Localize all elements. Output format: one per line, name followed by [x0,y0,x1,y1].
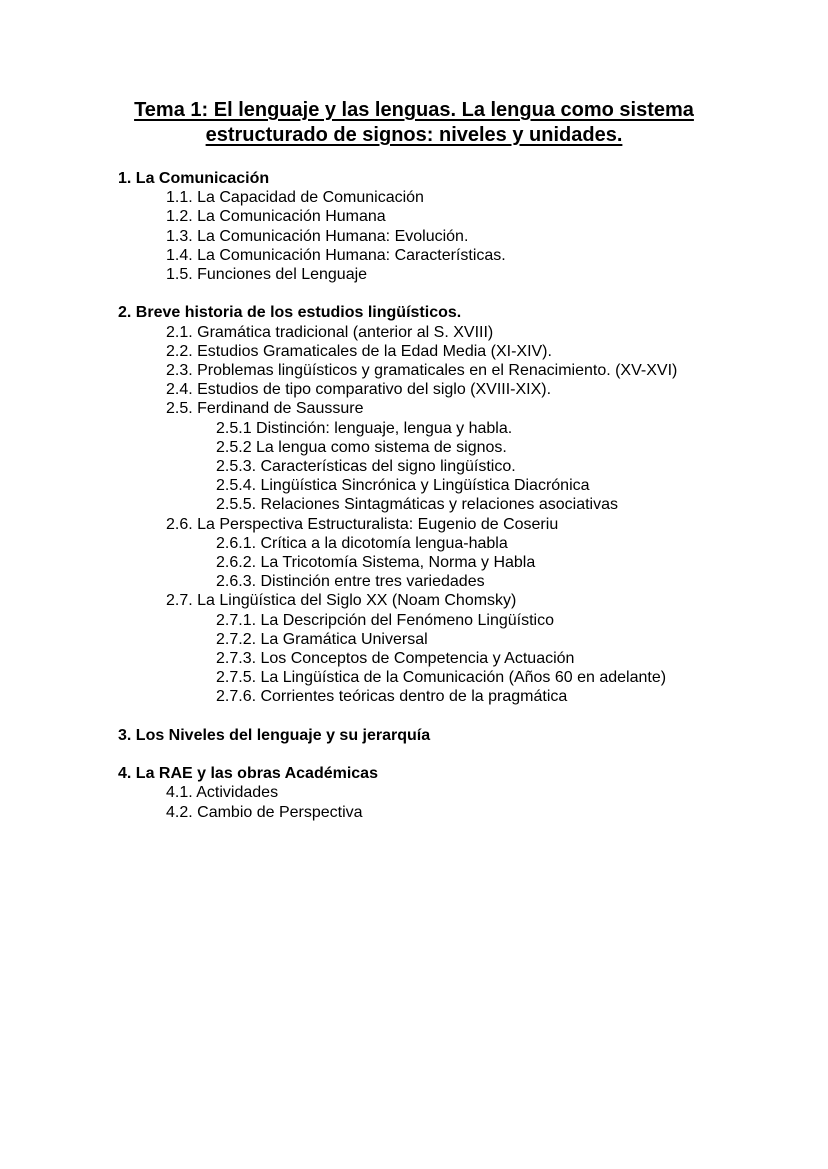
subsubsection-item: 2.5.2 La lengua como sistema de signos. [216,438,507,456]
subsection-item: 4.1. Actividades [166,784,279,802]
table-of-contents [118,169,818,822]
subsubsection-item: 2.7.6. Corrientes teóricas dentro de la pragmática [216,688,568,706]
subsubsection-item: 2.5.4. Lingüística Sincrónica y Lingüística Diacrónica [216,477,590,495]
subsection-item: 4.2. Cambio de Perspectiva [166,803,363,821]
subsubsection-item: 2.7.1. La Descripción del Fenómeno Lingüístico [216,611,554,629]
subsubsection-item: 2.7.2. La Gramática Universal [216,630,428,648]
subsection-item: 2.2. Estudios Gramaticales de la Edad Media (XI-XIV). [166,342,552,360]
subsection-item: 2.3. Problemas lingüísticos y gramaticales en el Renacimiento. (XV-XVI) [166,362,678,380]
title-line-2: estructurado de signos: niveles y unidades. [205,124,623,146]
subsection-item: 1.1. La Capacidad de Comunicación [166,189,424,207]
subsection-item: 2.1. Gramática tradicional (anterior al S. XVIII) [166,323,494,341]
section-heading: 3. Los Niveles del lenguaje y su jerarquía [118,726,431,744]
subsection-item: 1.3. La Comunicación Humana: Evolución. [166,227,469,245]
section-heading: 1. La Comunicación [118,170,270,187]
subsection-item: 1.5. Funciones del Lenguaje [166,266,368,284]
subsubsection-item: 2.6.1. Crítica a la dicotomía lengua-habla [216,534,508,552]
subsection-item: 2.5. Ferdinand de Saussure [166,400,364,418]
subsection-item: 1.2. La Comunicación Humana [166,208,386,226]
title-line-1: Tema 1: El lenguaje y las lenguas. La lengua como sistema [134,99,694,121]
section-heading: 2. Breve historia de los estudios lingüísticos. [118,304,462,322]
subsubsection-item: 2.7.3. Los Conceptos de Competencia y Actuación [216,650,575,668]
subsubsection-item: 2.5.3. Características del signo lingüístico. [216,458,516,476]
subsubsection-item: 2.7.5. La Lingüística de la Comunicación (Años 60 en adelante) [216,669,667,687]
subsubsection-item: 2.5.5. Relaciones Sintagmáticas y relaciones asociativas [216,496,618,514]
section-heading: 4. La RAE y las obras Académicas [118,765,378,783]
subsubsection-item: 2.6.3. Distinción entre tres variedades [216,573,485,591]
document-title [60,98,768,148]
subsection-item: 1.4. La Comunicación Humana: Características. [166,246,506,264]
subsubsection-item: 2.5.1 Distinción: lenguaje, lengua y habla. [216,419,513,437]
subsection-item: 2.6. La Perspectiva Estructuralista: Eugenio de Coseriu [166,515,559,533]
subsubsection-item: 2.6.2. La Tricotomía Sistema, Norma y Habla [216,554,536,572]
subsection-item: 2.4. Estudios de tipo comparativo del siglo (XVIII-XIX). [166,381,552,399]
subsection-item: 2.7. La Lingüística del Siglo XX (Noam Chomsky) [166,592,517,610]
